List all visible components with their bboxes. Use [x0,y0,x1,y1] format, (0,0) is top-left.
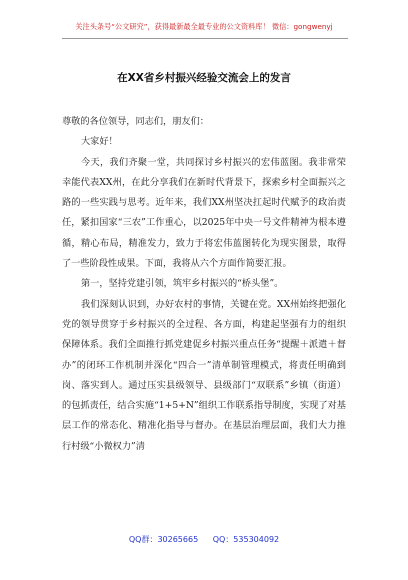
document-body [62,112,346,457]
body-paragraph: 今天，我们齐聚一堂，共同探讨乡村振兴的宏伟蓝图。我非常荣幸能代表XX州，在此分享我们在新时代背景下，探索乡村全面振兴之路的一些实践与思考。近年来，我们XX州坚决扛起时代赋予的政治责任，紧扣国家“三农”工作重心，以2025年中央一号文件精神为根本遵循，精心布局，精准发力，致力于将宏伟蓝图转化为现实图景，取得了一些阶段性成果。下面，我将从六个方面作简要汇报。 [62,156,346,270]
body-paragraph: 我们深刻认识到，办好农村的事情，关键在党。XX州始终把强化党的领导贯穿于乡村振兴的全过程、各方面，构建起坚强有力的组织保障体系。我们全面推行抓党建促乡村振兴重点任务“提醒＋派遣＋督办”的闭环工作机制并深化“四合一”清单制管理模式，将责任明确到岗、落实到人。通过压实县级领导、县级部门“双联系”乡镇（街道）的包抓责任，结合实施“1+5+N”组织工作联系指导制度，实现了对基层工作的常态化、精准化指导与督办。在基层治理层面，我们大力推行村级“小微权力”清 [62,298,346,452]
header-banner: 关注头条号“公文研究”，获得最新最全最专业的公文资料库！ 微信：gongwenyj [75,22,333,31]
footer-qq: QQ：535304092 [212,535,280,544]
footer-contact [0,534,408,545]
document-title: 在XX省乡村振兴经验交流会上的发言 [117,72,291,84]
greeting: 大家好！ [81,136,118,148]
section-heading: 第一，坚持党建引领，筑牢乡村振兴的“桥头堡”。 [81,278,284,290]
salutation: 尊敬的各位领导，同志们，朋友们： [62,116,209,127]
footer-qq-group: QQ群：30265665 [128,535,199,544]
header-divider [62,38,348,39]
